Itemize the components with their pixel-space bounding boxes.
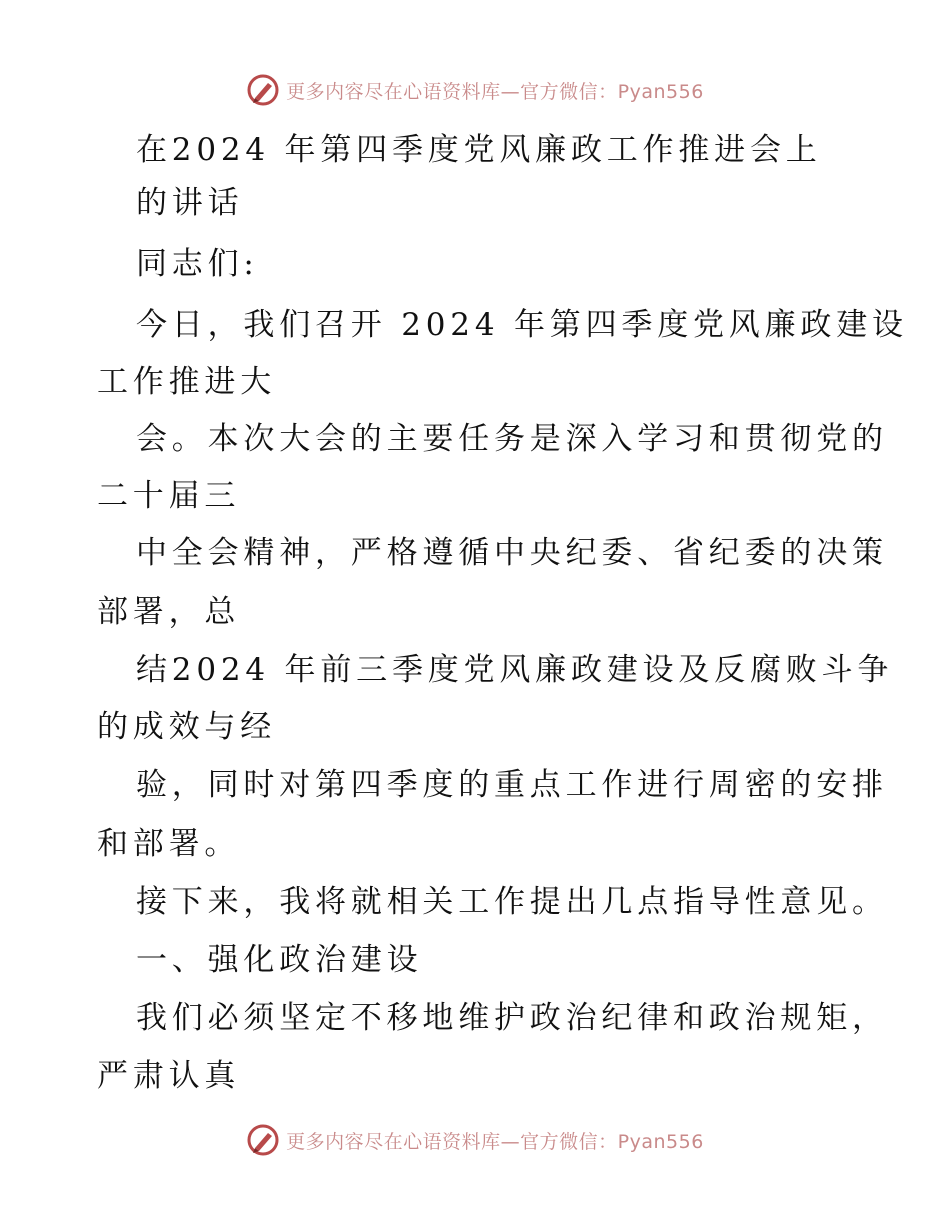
paragraph-line: 二十届三	[97, 478, 241, 514]
paragraph-line: 今日，我们召开 2024 年第四季度党风廉政建设	[136, 307, 908, 343]
paragraph-line: 我们必须坚定不移地维护政治纪律和政治规矩，	[136, 1000, 888, 1036]
paragraph-line: 工作推进大	[97, 364, 276, 400]
paragraph-line: 中全会精神，严格遵循中央纪委、省纪委的决策	[136, 535, 888, 571]
paragraph-line: 接下来，我将就相关工作提出几点指导性意见。	[136, 884, 888, 920]
paragraph-line: 和部署。	[97, 826, 241, 862]
title-line-1: 在2024 年第四季度党风廉政工作推进会上	[136, 132, 822, 168]
title-line-2: 的讲话	[136, 185, 244, 221]
paragraph-line: 结2024 年前三季度党风廉政建设及反腐败斗争	[136, 652, 894, 688]
salutation: 同志们:	[136, 246, 259, 282]
watermark-text: 更多内容尽在心语资料库—官方微信：Pyan556	[286, 1130, 704, 1153]
header-watermark	[0, 70, 950, 110]
watermark-text: 更多内容尽在心语资料库—官方微信：Pyan556	[286, 80, 704, 103]
paragraph-line: 的成效与经	[97, 709, 276, 745]
section-heading: 一、强化政治建设	[136, 942, 423, 978]
paragraph-line: 验，同时对第四季度的重点工作进行周密的安排	[136, 767, 888, 803]
footer-watermark	[0, 1120, 950, 1160]
paragraph-line: 会。本次大会的主要任务是深入学习和贯彻党的	[136, 421, 888, 457]
paragraph-line: 严肃认真	[97, 1058, 241, 1094]
paragraph-line: 部署，总	[97, 594, 241, 630]
pen-logo-icon	[246, 73, 280, 107]
pen-logo-icon	[246, 1123, 280, 1157]
